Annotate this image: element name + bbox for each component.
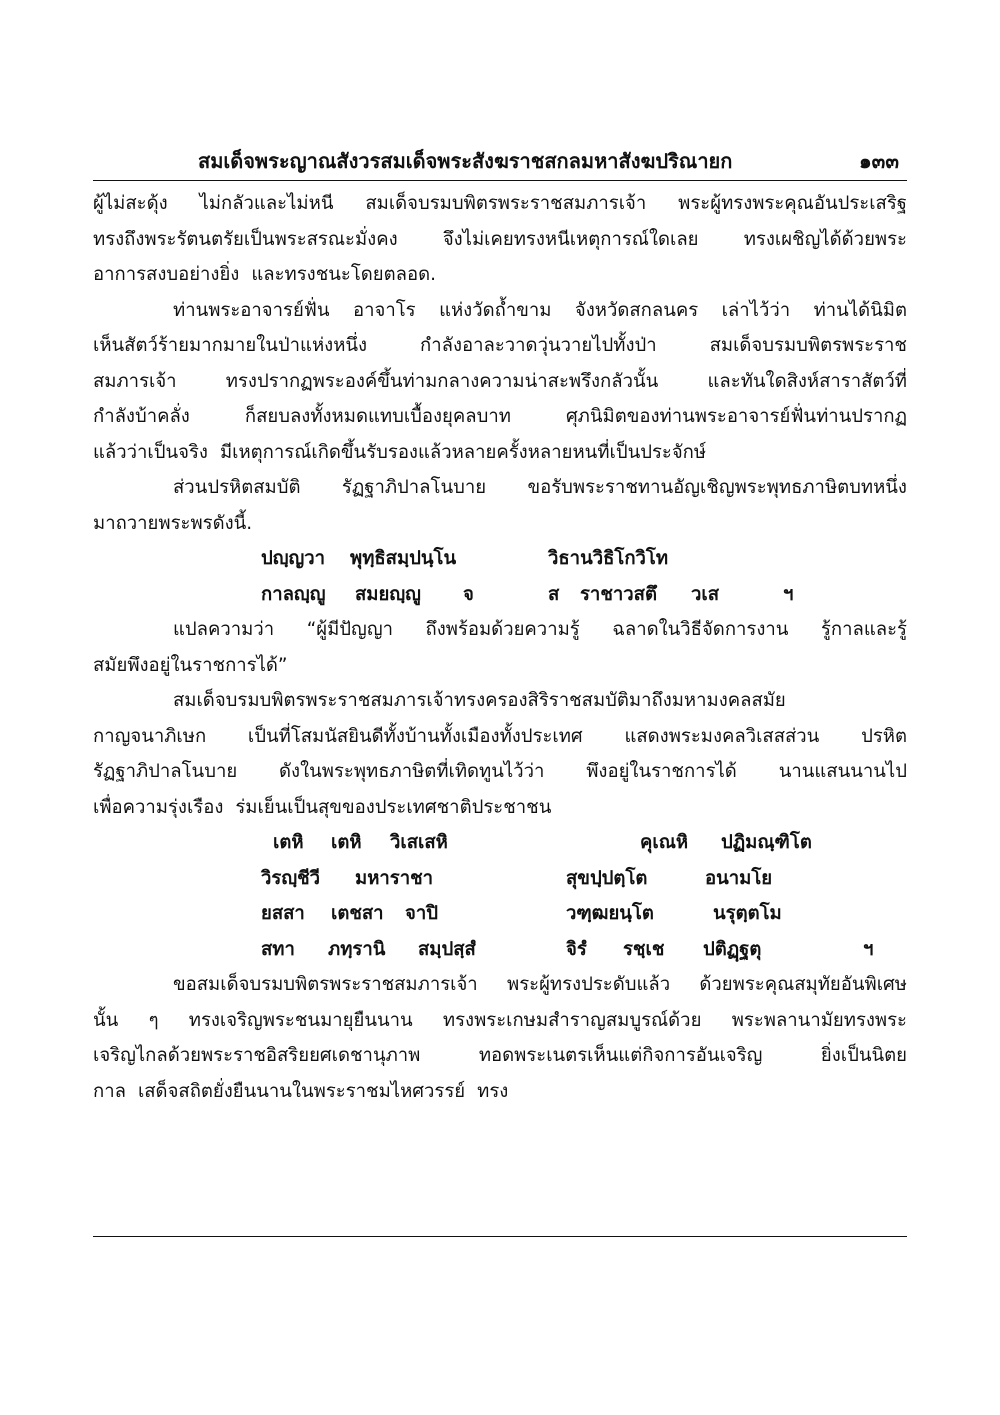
verse-word: วฑฺฒยนฺโต xyxy=(566,903,654,924)
text-word: สมเด็จบรมบพิตรพระราชสมภารเจ้าทรงครองสิริราชสมบัติมาถึงมหามงคลสมัย xyxy=(173,690,786,711)
pali-verse-1 xyxy=(93,541,907,612)
text-line xyxy=(93,683,907,719)
text-word: กาล xyxy=(93,1080,126,1102)
text-word: กาญจนาภิเษก xyxy=(93,725,207,747)
verse-line xyxy=(93,896,907,932)
text-word: เพื่อความรุ่งเรือง xyxy=(93,796,224,818)
text-line xyxy=(93,967,907,1003)
verse-word: สทา xyxy=(261,938,295,960)
verse-word: วิธานวิธิโกวิโท xyxy=(548,548,669,569)
text-line xyxy=(93,328,907,364)
text-line xyxy=(93,470,907,506)
text-word: แปลความว่า xyxy=(173,619,275,640)
text-word: เห็นสัตว์ร้ายมากมายในป่าแห่งหนึ่ง xyxy=(93,335,368,356)
text-line xyxy=(93,612,907,648)
verse-word: วเส xyxy=(691,583,720,605)
verse-word: ส xyxy=(548,583,560,605)
text-word: และทรงชนะโดยตลอด. xyxy=(251,264,436,285)
verse-word: จาปิ xyxy=(405,903,438,924)
text-line xyxy=(93,719,907,755)
text-line xyxy=(93,435,907,471)
text-line xyxy=(93,790,907,826)
body-text xyxy=(93,186,907,1109)
verse-word: ปญฺญวา xyxy=(261,548,326,569)
text-line xyxy=(93,1003,907,1039)
verse-word: นรุตฺตโม xyxy=(713,903,782,924)
text-line xyxy=(93,1074,907,1110)
text-word: ผู้ไม่สะดุ้ง xyxy=(93,193,168,214)
text-word: ศุภนิมิตของท่านพระอาจารย์ฟั่นท่านปรากฏ xyxy=(565,406,907,427)
text-word: ขอรับพระราชทานอัญเชิญพระพุทธภาษิตบทหนึ่ง xyxy=(527,477,907,498)
running-header xyxy=(93,146,907,181)
text-word: พระผู้ทรงพระคุณอันประเสริฐ xyxy=(678,193,907,214)
footer-rule xyxy=(93,1236,907,1237)
page-number: ๑๓๓ xyxy=(858,149,899,173)
text-line xyxy=(93,399,907,435)
text-word: จึงไม่เคยทรงหนีเหตุการณ์ใดเลย xyxy=(442,228,699,250)
text-word: ขอสมเด็จบรมบพิตรพระราชสมภารเจ้า xyxy=(173,974,478,995)
text-line xyxy=(93,222,907,258)
text-word: ทรง xyxy=(477,1080,509,1102)
text-word: อาการสงบอย่างยิ่ง xyxy=(93,264,240,285)
text-line xyxy=(93,648,907,684)
text-word: สมเด็จบรมบพิตรพระราช xyxy=(709,335,907,356)
text-word: เล่าไว้ว่า xyxy=(721,299,791,321)
text-word: เจริญไกลด้วยพระราชอิสริยยศเดชานุภาพ xyxy=(93,1045,421,1066)
verse-word: ราชาวสตึ xyxy=(580,583,657,605)
text-word: และทันใดสิงห์สาราสัตว์ที่ xyxy=(707,370,907,392)
verse-word: ฯ xyxy=(783,583,794,605)
text-word: อาจาโร xyxy=(353,299,416,321)
text-word: เป็นที่โสมนัสยินดีทั้งบ้านทั้งเมืองทั้งประเทศ xyxy=(247,725,583,747)
text-word: จังหวัดสกลนคร xyxy=(574,299,699,321)
text-word: รัฏฐาภิปาลโนบาย xyxy=(341,477,487,498)
verse-line xyxy=(93,861,907,897)
verse-word: ปติฏฺฐตุ xyxy=(703,938,762,960)
text-line xyxy=(93,293,907,329)
text-word: ยิ่งเป็นนิตย xyxy=(820,1045,907,1066)
text-word: ถึงพร้อมด้วยความรู้ xyxy=(425,619,580,640)
paragraph-4 xyxy=(93,683,907,825)
verse-word: จ xyxy=(463,583,474,605)
text-word: กำลังบ้าคลั่ง xyxy=(93,406,190,427)
verse-word: มหาราชา xyxy=(355,867,434,889)
text-word: ปรหิต xyxy=(861,725,907,747)
verse-word: ฯ xyxy=(863,938,874,960)
text-line xyxy=(93,754,907,790)
text-line xyxy=(93,364,907,400)
text-word: พระผู้ทรงประดับแล้ว xyxy=(507,974,671,995)
verse-word: เตหิ xyxy=(331,832,362,853)
text-line xyxy=(93,1038,907,1074)
text-word: มาถวายพระพรดังนี้. xyxy=(93,512,253,534)
text-line xyxy=(93,257,907,293)
verse-word: รชฺเช xyxy=(623,938,665,960)
text-word: แห่งวัดถ้ำขาม xyxy=(439,299,552,321)
text-word: เสด็จสถิตยั่งยืนนานในพระราชมไหศวรรย์ xyxy=(137,1080,466,1102)
text-word: ท่านพระอาจารย์ฟั่น xyxy=(173,299,330,321)
text-word: แล้วว่าเป็นจริง xyxy=(93,441,208,463)
text-word: ทรงเจริญพระชนมายุยืนนาน xyxy=(188,1009,413,1031)
verse-word: ภทฺรานิ xyxy=(328,938,386,960)
verse-word: กาลญฺญู xyxy=(261,583,326,605)
text-word: ด้วยพระคุณสมุทัยอันพิเศษ xyxy=(699,974,907,995)
verse-word: สุขปฺปตฺโต xyxy=(566,867,648,889)
text-word: ๆ xyxy=(148,1009,159,1031)
verse-word: อนามโย xyxy=(705,867,773,889)
text-word: สมภารเจ้า xyxy=(93,370,177,392)
text-word: ก็สยบลงทั้งหมดแทบเบื้องยุคลบาท xyxy=(244,406,511,427)
verse-word: พุทฺธิสมฺปนฺโน xyxy=(350,548,457,569)
text-word: ดังในพระพุทธภาษิตที่เทิดทูนไว้ว่า xyxy=(279,761,545,782)
verse-word: สมยญฺญู xyxy=(355,583,421,605)
text-word: สมัยพึงอยู่ในราชการได้” xyxy=(93,654,288,676)
verse-line xyxy=(93,932,907,968)
verse-word: วิเสเสหิ xyxy=(390,832,448,853)
paragraph-3 xyxy=(93,470,907,541)
paragraph-5 xyxy=(93,967,907,1109)
text-word: ทรงเผชิญได้ด้วยพระ xyxy=(743,228,907,250)
text-line xyxy=(93,186,907,222)
paragraph-2 xyxy=(93,293,907,471)
verse-word: ยสสา xyxy=(261,903,305,924)
text-word: มีเหตุการณ์เกิดขึ้นรับรองแล้วหลายครั้งหลายหนที่เป็นประจักษ์ xyxy=(219,441,707,463)
text-word: พระพลานามัยทรงพระ xyxy=(731,1009,907,1031)
text-word: นานแสนนานไป xyxy=(778,761,907,782)
text-word: กำลังอาละวาดวุ่นวายไปทั้งป่า xyxy=(420,335,657,356)
verse-line xyxy=(93,577,907,613)
verse-word: เตหิ xyxy=(273,832,304,853)
text-word: ทรงพระเกษมสำราญสมบูรณ์ด้วย xyxy=(442,1009,702,1031)
text-word: ทอดพระเนตรเห็นแต่กิจการอันเจริญ xyxy=(478,1045,763,1066)
text-word: ไม่กลัวและไม่หนี xyxy=(199,193,334,214)
text-word: “ผู้มีปัญญา xyxy=(306,619,393,640)
verse-line xyxy=(93,825,907,861)
verse-word: เตชสา xyxy=(331,903,384,924)
text-word: ท่านได้นิมิต xyxy=(813,299,907,321)
text-word: ทรงปรากฏพระองค์ขึ้นท่ามกลางความน่าสะพรึงกลัวนั้น xyxy=(225,370,659,392)
translation-paragraph xyxy=(93,612,907,683)
verse-word: วิรญฺชีวี xyxy=(261,867,321,889)
text-word: ร่มเย็นเป็นสุขของประเทศชาติประชาชน xyxy=(235,796,552,818)
paragraph-1 xyxy=(93,186,907,293)
verse-word: สมฺปสฺสํ xyxy=(418,938,476,960)
verse-line xyxy=(93,541,907,577)
text-line xyxy=(93,506,907,542)
verse-word: ปฏิมณฺฑิโต xyxy=(721,832,812,853)
verse-word: คุเณหิ xyxy=(640,832,689,853)
text-word: แสดงพระมงคลวิเสสส่วน xyxy=(624,725,820,747)
text-word: รัฏฐาภิปาลโนบาย xyxy=(93,761,238,782)
text-word: นั้น xyxy=(93,1009,119,1031)
text-word: ทรงถึงพระรัตนตรัยเป็นพระสรณะมั่งคง xyxy=(93,228,398,250)
text-word: พึงอยู่ในราชการได้ xyxy=(586,761,737,782)
text-word: ส่วนปรหิตสมบัติ xyxy=(173,477,301,498)
pali-verse-2 xyxy=(93,825,907,967)
verse-word: จิรํ xyxy=(566,938,587,960)
text-word: ฉลาดในวิธีจัดการงาน xyxy=(612,619,789,640)
text-word: สมเด็จบรมบพิตรพระราชสมภารเจ้า xyxy=(365,193,647,214)
text-word: รู้กาลและรู้ xyxy=(820,619,907,640)
header-title: สมเด็จพระญาณสังวรสมเด็จพระสังฆราชสกลมหาสังฆปริณายก xyxy=(198,149,733,173)
